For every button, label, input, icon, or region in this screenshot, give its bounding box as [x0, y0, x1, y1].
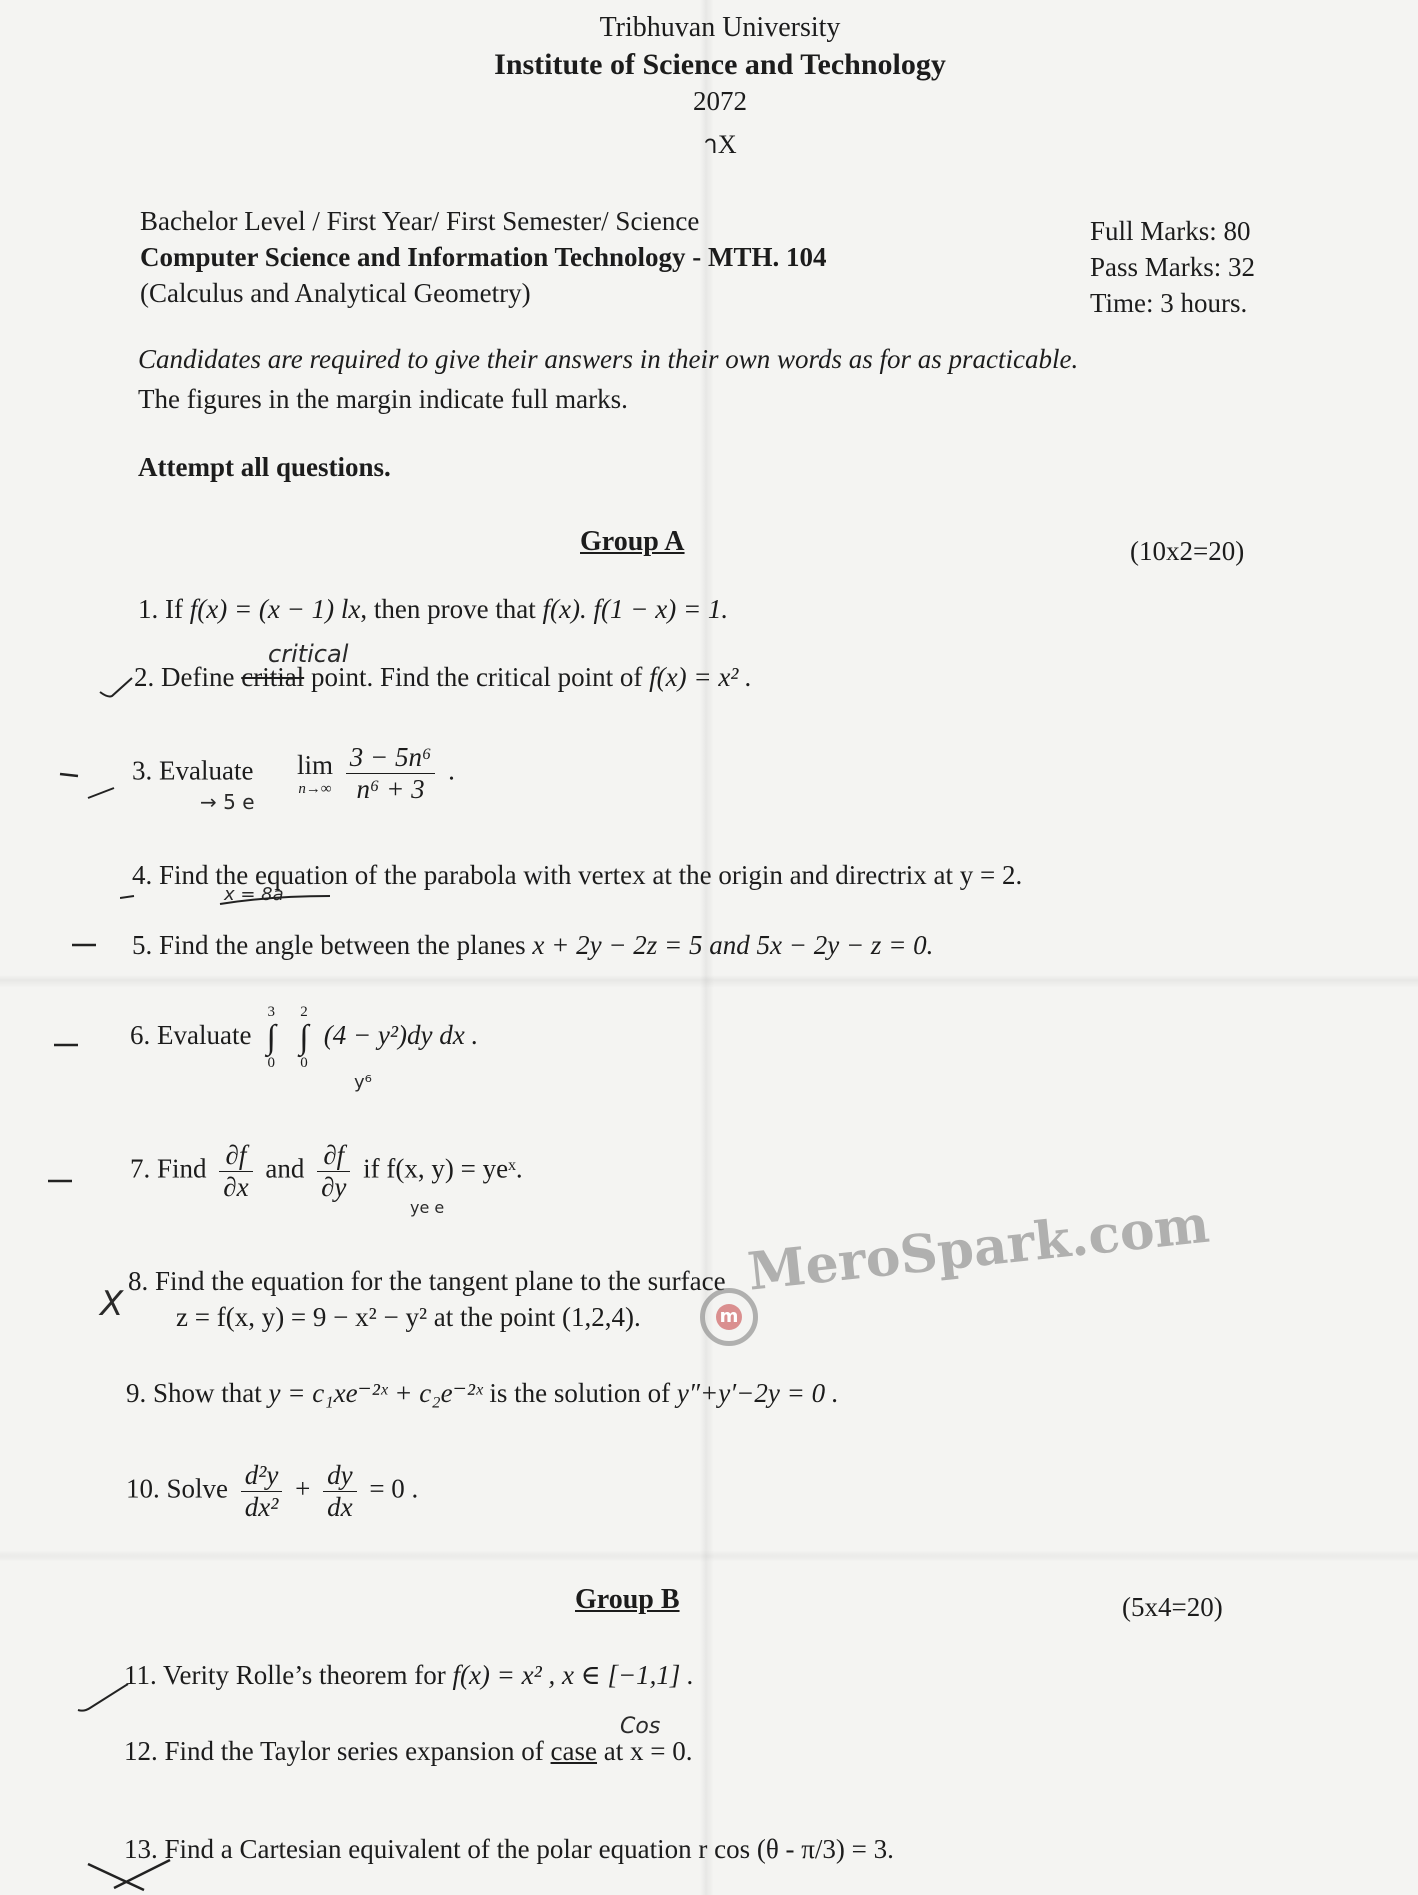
question-3: 3. Evaluate lim n→∞ $\frac{\text{3 − 5n⁶}}{\text{n⁶ + 3}}$ .: [132, 742, 455, 804]
handwritten-critical: critical: [268, 640, 349, 668]
instruction-line-2: The figures in the margin indicate full marks.: [138, 384, 628, 414]
handwritten-note-q7: ye e: [410, 1198, 445, 1217]
group-a-title: Group A: [580, 526, 685, 557]
partial-derivative-x: $\frac{\partial f}{\partial x}$: [219, 1140, 252, 1203]
handwritten-cos: Cos: [620, 1714, 661, 1739]
struck-word-case: case: [550, 1736, 598, 1766]
time-allowed: Time: 3 hours.: [1090, 288, 1248, 318]
header-symbol: าX: [703, 130, 737, 159]
question-10: 10. Solve $\frac{\text{d²y}}{\text{dx²}}$ + $\frac{dy}{dx}$ = 0 .: [126, 1460, 419, 1522]
integral-2: 2 ∫ 0: [299, 1004, 309, 1071]
handwritten-note-q4: x = 8a: [224, 884, 284, 905]
pass-marks: Pass Marks: 32: [1090, 252, 1256, 282]
question-4: 4. Find the equation of the parabola with vertex at the origin and directrix at y = 2.: [132, 860, 1023, 890]
margin-dash-q5: [70, 940, 100, 950]
university-name: Tribhuvan University: [599, 12, 841, 43]
margin-dash-q6: [52, 1040, 82, 1050]
watermark-logo-icon: m: [700, 1288, 758, 1346]
question-9: 9. Show that y = c₁xe⁻²ˣ + c₂e⁻²ˣ is the solution of y″+y′−2y = 0 .: [126, 1378, 839, 1408]
margin-dash-q7: [46, 1176, 76, 1186]
underline-scribble-q4: [120, 884, 340, 908]
question-7: 7. Find $\frac{\partial f}{\partial x}$ and $\frac{\partial f}{\partial y}$ if f(x, y) = yeˣ.: [130, 1140, 523, 1202]
handwritten-note-q3: → 5 e: [200, 790, 255, 814]
cross-mark-q13: [84, 1854, 174, 1894]
question-11: 11. Verity Rolle’s theorem for f(x) = x² , x ∈ [−1,1] .: [124, 1660, 694, 1690]
question-8-line-1: 8. Find the equation for the tangent plane to the surface: [128, 1266, 726, 1296]
group-b-marks: (5x4=20): [1122, 1592, 1223, 1622]
second-derivative: $\frac{\text{d²y}}{\text{dx²}}$: [241, 1460, 283, 1523]
exam-year: 2072: [693, 86, 747, 116]
integral-1: 3 ∫ 0: [266, 1004, 276, 1071]
course-subject: (Calculus and Analytical Geometry): [140, 278, 531, 308]
question-1: 1. If f(x) = (x − 1) lx, then prove that f(x). f(1 − x) = 1.: [138, 594, 729, 624]
question-8-line-2: z = f(x, y) = 9 − x² − y² at the point (1,2,4).: [176, 1302, 641, 1332]
first-derivative: $\frac{dy}{dx}$: [323, 1460, 356, 1523]
question-number: 1.: [138, 594, 159, 624]
struck-word: critial: [241, 662, 305, 692]
group-b-title: Group B: [575, 1584, 680, 1615]
handwritten-note-q6: y⁶: [354, 1072, 372, 1093]
tick-mark-q11: [74, 1680, 134, 1716]
tick-mark: [96, 672, 136, 702]
question-6: 6. Evaluate 3 ∫ 0 2 ∫ 0 (4 − y²)dy dx .: [130, 1004, 479, 1071]
group-a-marks: (10x2=20): [1130, 536, 1245, 566]
attempt-instruction: Attempt all questions.: [138, 452, 391, 482]
full-marks: Full Marks: 80: [1090, 216, 1251, 246]
partial-derivative-y: $\frac{\partial f}{\partial y}$: [317, 1140, 350, 1203]
course-level: Bachelor Level / First Year/ First Semester/ Science: [140, 206, 700, 236]
question-13: 13. Find a Cartesian equivalent of the polar equation r cos (θ - π/3) = 3.: [124, 1834, 894, 1864]
watermark-text: MeroSpark.com: [745, 1193, 1213, 1303]
instruction-line-1: Candidates are required to give their answers in their own words as for as practicable.: [138, 344, 1079, 374]
handwritten-cross-q8: X: [100, 1284, 124, 1324]
question-5: 5. Find the angle between the planes x + 2y − 2z = 5 and 5x − 2y − z = 0.: [132, 930, 934, 960]
margin-marks-q3: [56, 764, 126, 804]
question-12: 12. Find the Taylor series expansion of case at x = 0.: [124, 1736, 693, 1766]
institute-name: Institute of Science and Technology: [494, 48, 946, 81]
limit-fraction: $\frac{\text{3 − 5n⁶}}{\text{n⁶ + 3}}$: [346, 742, 436, 805]
question-2: 2. Define critial point. Find the critical point of f(x) = x² .: [134, 662, 752, 692]
course-program: Computer Science and Information Technology - MTH. 104: [140, 242, 827, 272]
